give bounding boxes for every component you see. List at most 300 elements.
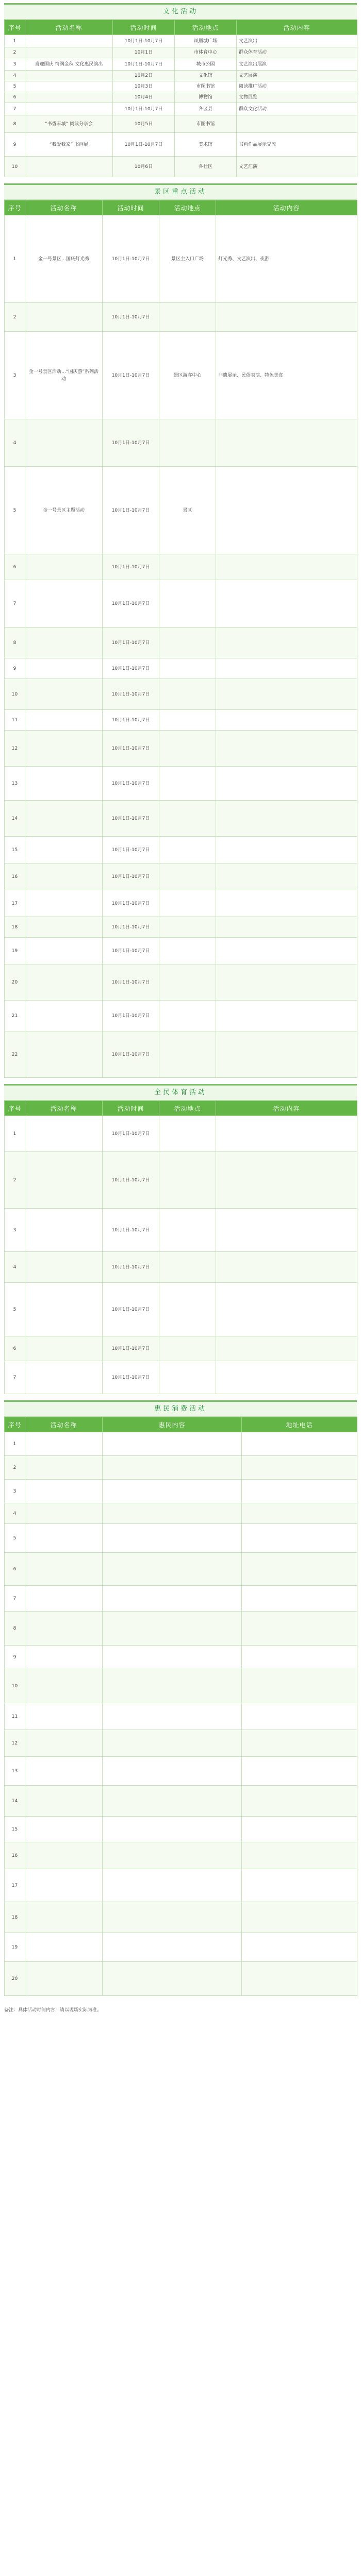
table-row [5, 157, 357, 177]
table-row [5, 1933, 357, 1962]
table-cell [159, 628, 216, 658]
table-cell [159, 1361, 216, 1394]
table-cell [242, 1456, 357, 1480]
table-cell [242, 1869, 357, 1902]
table-cell: 8 [5, 1612, 25, 1646]
table-cell [103, 1869, 242, 1902]
table-cell: 2 [5, 1152, 25, 1209]
table-cell: 10月1日-10月7日 [103, 1209, 159, 1252]
table-cell: 16 [5, 1842, 25, 1869]
table-cell: 8 [5, 115, 25, 133]
table-cell [216, 419, 357, 467]
table-cell [103, 1933, 242, 1962]
table-cell [103, 1480, 242, 1503]
table-row [5, 1842, 357, 1869]
table-cell [216, 679, 357, 710]
table-cell [242, 1432, 357, 1456]
table-cell [216, 1152, 357, 1209]
table-cell: 金一号景区活动…“国庆游”系列活动 [25, 332, 103, 419]
table-cell [159, 890, 216, 917]
table-cell [25, 863, 103, 890]
table-cell [25, 628, 103, 658]
table-cell: 文物展览 [237, 92, 357, 103]
table-row [5, 1209, 357, 1252]
table-row [5, 1869, 357, 1902]
table-cell [25, 1669, 103, 1703]
table-cell: “书香丰城” 阅读分享会 [25, 115, 113, 133]
table-row [5, 1962, 357, 1996]
table-row [5, 1553, 357, 1586]
table-cell: 10月1日-10月7日 [103, 1361, 159, 1394]
table-row [5, 554, 357, 580]
table-cell: 21 [5, 1001, 25, 1031]
table-cell [242, 1553, 357, 1586]
table-row [5, 837, 357, 863]
table-cell [216, 837, 357, 863]
table-cell: 金一号景区主题活动 [25, 467, 103, 554]
table-row [5, 35, 357, 47]
table-row [5, 467, 357, 554]
column-header: 活动时间 [103, 200, 159, 215]
table-cell: 各社区 [175, 157, 237, 177]
table-cell [25, 35, 113, 47]
table-cell [25, 71, 113, 81]
table-cell [242, 1524, 357, 1553]
table-cell [25, 1586, 103, 1612]
table-row [5, 658, 357, 679]
table-cell: 10月1日-10月7日 [103, 801, 159, 837]
table-cell [25, 1361, 103, 1394]
table-header-row [5, 200, 357, 215]
table-cell [159, 964, 216, 1001]
table-row [5, 1503, 357, 1524]
table-cell [159, 419, 216, 467]
table-cell: 10 [5, 157, 25, 177]
table-row [5, 1646, 357, 1669]
table-row [5, 81, 357, 92]
table-cell [216, 467, 357, 554]
table-cell [216, 628, 357, 658]
table-row [5, 71, 357, 81]
table-row [5, 1116, 357, 1152]
table-cell [242, 1933, 357, 1962]
column-header: 活动名称 [25, 1417, 103, 1432]
table-cell [25, 964, 103, 1001]
table-cell [25, 917, 103, 938]
table-row [5, 133, 357, 157]
table-row [5, 1730, 357, 1757]
table-cell [25, 303, 103, 332]
table-cell: 2 [5, 303, 25, 332]
table-row [5, 580, 357, 628]
table-cell: 19 [5, 938, 25, 964]
table-cell [25, 1456, 103, 1480]
table-cell: 14 [5, 1786, 25, 1817]
table-cell [25, 1524, 103, 1553]
table-cell: 7 [5, 580, 25, 628]
table-cell [25, 1646, 103, 1669]
table-cell: 10月1日-10月7日 [113, 35, 175, 47]
table-cell [216, 801, 357, 837]
column-header: 序号 [5, 20, 25, 35]
table-cell: 10月1日-10月7日 [103, 679, 159, 710]
table-cell: 7 [5, 1586, 25, 1612]
table-cell: 10月1日-10月7日 [103, 731, 159, 767]
table-cell: 群众体育活动 [237, 47, 357, 58]
table-cell: 10月1日-10月7日 [103, 467, 159, 554]
table-row [5, 1669, 357, 1703]
table-cell: 20 [5, 964, 25, 1001]
table-cell [159, 863, 216, 890]
table-cell: 10月1日-10月7日 [103, 938, 159, 964]
table-cell: 15 [5, 837, 25, 863]
table-row [5, 115, 357, 133]
table-cell [216, 1361, 357, 1394]
table-cell [159, 554, 216, 580]
table-cell: 10月3日 [113, 81, 175, 92]
table-row [5, 332, 357, 419]
table-cell: 景区 [159, 467, 216, 554]
table-cell [25, 1336, 103, 1361]
table-cell: 5 [5, 467, 25, 554]
table-cell: 文艺展演 [237, 71, 357, 81]
table-cell: 非遗展示、民俗表演、特色美食 [216, 332, 357, 419]
table-cell [25, 1252, 103, 1283]
table-cell: 书画作品展示交流 [237, 133, 357, 157]
table-cell: 11 [5, 710, 25, 731]
table-cell: 10月1日 [113, 47, 175, 58]
table-cell [103, 1902, 242, 1933]
column-header: 活动名称 [25, 1101, 103, 1116]
table-cell [25, 1757, 103, 1786]
table-cell [25, 1703, 103, 1730]
table-cell [25, 710, 103, 731]
table-cell [103, 1432, 242, 1456]
table-row [5, 103, 357, 115]
table-cell [216, 1031, 357, 1078]
table-cell: 灯光秀、文艺演出、夜游 [216, 215, 357, 303]
table-cell [242, 1962, 357, 1996]
table-row [5, 890, 357, 917]
table-cell: 10月1日-10月7日 [103, 1336, 159, 1361]
table-row [5, 1786, 357, 1817]
table-cell [103, 1646, 242, 1669]
table-cell [216, 1283, 357, 1336]
table-cell: 10月1日-10月7日 [103, 863, 159, 890]
table-cell: 7 [5, 1361, 25, 1394]
table-cell: 10月1日-10月7日 [103, 1031, 159, 1078]
table-row [5, 215, 357, 303]
activity-table [4, 200, 357, 1078]
table-cell: 市图书馆 [175, 81, 237, 92]
table-cell: 4 [5, 1503, 25, 1524]
table-cell: 10月1日-10月7日 [113, 103, 175, 115]
table-cell [25, 81, 113, 92]
table-row [5, 938, 357, 964]
table-cell: 6 [5, 1336, 25, 1361]
column-header: 活动时间 [103, 1101, 159, 1116]
table-cell [216, 938, 357, 964]
table-cell: 10月1日-10月7日 [103, 1252, 159, 1283]
table-cell: 2 [5, 1456, 25, 1480]
table-cell [216, 710, 357, 731]
table-cell: 14 [5, 801, 25, 837]
table-cell: 10月1日-10月7日 [103, 303, 159, 332]
table-cell [103, 1842, 242, 1869]
table-cell: 6 [5, 1553, 25, 1586]
table-cell: 市体育中心 [175, 47, 237, 58]
activity-table [4, 1100, 357, 1394]
table-cell: 2 [5, 47, 25, 58]
table-cell [25, 801, 103, 837]
table-cell: 4 [5, 1252, 25, 1283]
table-cell: 19 [5, 1933, 25, 1962]
table-cell [25, 1842, 103, 1869]
table-cell: 17 [5, 890, 25, 917]
table-cell: 1 [5, 1432, 25, 1456]
table-cell [242, 1786, 357, 1817]
table-cell [242, 1842, 357, 1869]
table-cell [103, 1503, 242, 1524]
table-cell [103, 1817, 242, 1842]
table-row [5, 1612, 357, 1646]
table-cell [25, 1031, 103, 1078]
table-row [5, 628, 357, 658]
table-header-row [5, 1101, 357, 1116]
table-row [5, 1456, 357, 1480]
table-row [5, 679, 357, 710]
table-cell: 12 [5, 1730, 25, 1757]
table-cell [242, 1612, 357, 1646]
table-cell: 各区县 [175, 103, 237, 115]
table-row [5, 1001, 357, 1031]
table-cell: 10月1日-10月7日 [103, 710, 159, 731]
table-row [5, 1152, 357, 1209]
table-cell: 10月1日-10月7日 [103, 1283, 159, 1336]
table-cell [242, 1669, 357, 1703]
table-cell: 4 [5, 71, 25, 81]
column-header: 活动名称 [25, 20, 113, 35]
table-cell: 10月1日-10月7日 [103, 1001, 159, 1031]
table-cell: 6 [5, 554, 25, 580]
table-cell: 10月1日-10月7日 [103, 964, 159, 1001]
table-cell [216, 964, 357, 1001]
table-cell: 10月1日-10月7日 [103, 767, 159, 801]
table-row [5, 1757, 357, 1786]
table-cell [25, 767, 103, 801]
table-row [5, 1703, 357, 1730]
table-cell [159, 1116, 216, 1152]
table-row [5, 863, 357, 890]
table-cell [159, 1152, 216, 1209]
table-cell [216, 1209, 357, 1252]
column-header: 惠民内容 [103, 1417, 242, 1432]
column-header: 活动地点 [175, 20, 237, 35]
table-cell: 10月2日 [113, 71, 175, 81]
table-row [5, 1524, 357, 1553]
section-title: 惠民消费活动 [4, 1400, 357, 1417]
section-gap [4, 1394, 357, 1400]
table-cell [216, 863, 357, 890]
table-cell: 文化馆 [175, 71, 237, 81]
table-row [5, 1361, 357, 1394]
table-cell [25, 580, 103, 628]
table-cell: 5 [5, 1524, 25, 1553]
table-cell [103, 1962, 242, 1996]
table-cell [25, 554, 103, 580]
table-cell [25, 92, 113, 103]
table-cell: 11 [5, 1703, 25, 1730]
table-cell [25, 157, 113, 177]
table-row [5, 1817, 357, 1842]
column-header: 地址电话 [242, 1417, 357, 1432]
table-cell: 10月5日 [113, 115, 175, 133]
table-cell [216, 1116, 357, 1152]
table-cell: 文艺演出展演 [237, 58, 357, 71]
table-row [5, 1902, 357, 1933]
table-cell [103, 1730, 242, 1757]
table-cell [242, 1646, 357, 1669]
table-cell: 10月1日-10月7日 [103, 215, 159, 303]
table-row [5, 1031, 357, 1078]
table-cell: 10月1日-10月7日 [103, 837, 159, 863]
table-cell [242, 1757, 357, 1786]
table-cell [159, 580, 216, 628]
table-cell [216, 1336, 357, 1361]
table-cell [25, 1817, 103, 1842]
table-cell: 9 [5, 658, 25, 679]
table-cell [25, 1152, 103, 1209]
table-cell: 10月1日-10月7日 [103, 554, 159, 580]
table-cell [25, 1786, 103, 1817]
table-cell [25, 1869, 103, 1902]
section-1 [4, 3, 357, 183]
table-row [5, 731, 357, 767]
table-cell [242, 1730, 357, 1757]
table-cell: 9 [5, 133, 25, 157]
table-cell [159, 1209, 216, 1252]
table-cell [159, 1001, 216, 1031]
table-cell [25, 1503, 103, 1524]
table-cell [216, 1252, 357, 1283]
table-cell: 18 [5, 917, 25, 938]
column-header: 活动内容 [216, 200, 357, 215]
table-cell: 景区游客中心 [159, 332, 216, 419]
section-gap [4, 1996, 357, 2002]
table-cell: 1 [5, 1116, 25, 1152]
table-cell [25, 938, 103, 964]
table-cell: 凤凰城广场 [175, 35, 237, 47]
table-cell [25, 103, 113, 115]
table-row [5, 1432, 357, 1456]
table-cell: 10月1日-10月7日 [103, 628, 159, 658]
table-row [5, 801, 357, 837]
table-cell [159, 658, 216, 679]
section-title: 景区重点活动 [4, 183, 357, 200]
table-cell [216, 1001, 357, 1031]
section-title: 全民体育活动 [4, 1084, 357, 1100]
table-cell: 10月1日-10月7日 [103, 419, 159, 467]
table-cell: 文艺演出 [237, 35, 357, 47]
column-header: 序号 [5, 200, 25, 215]
sections-container [4, 3, 357, 2002]
table-cell [159, 767, 216, 801]
table-cell: 10月1日-10月7日 [113, 133, 175, 157]
table-cell: 17 [5, 1869, 25, 1902]
table-cell [25, 1116, 103, 1152]
column-header: 活动名称 [25, 200, 103, 215]
table-cell: 7 [5, 103, 25, 115]
table-cell [159, 1031, 216, 1078]
table-cell: 3 [5, 1480, 25, 1503]
table-cell: 10月1日-10月7日 [103, 332, 159, 419]
column-header: 活动内容 [216, 1101, 357, 1116]
table-cell: 5 [5, 1283, 25, 1336]
table-cell [216, 658, 357, 679]
footnote: 备注：具体活动时间内容，请以现场实际为准。 [4, 2008, 102, 2013]
table-cell [25, 731, 103, 767]
table-row [5, 917, 357, 938]
table-cell [237, 115, 357, 133]
table-cell: 10月1日-10月7日 [103, 917, 159, 938]
table-cell [25, 1480, 103, 1503]
table-cell: 10月1日-10月7日 [103, 890, 159, 917]
table-cell: 5 [5, 81, 25, 92]
table-cell: 阅读推广活动 [237, 81, 357, 92]
table-cell: 10月1日-10月7日 [103, 1152, 159, 1209]
table-row [5, 1336, 357, 1361]
section-3 [4, 1084, 357, 1400]
table-cell [25, 890, 103, 917]
table-cell: 10月1日-10月7日 [103, 658, 159, 679]
table-cell [25, 1730, 103, 1757]
table-cell [242, 1902, 357, 1933]
table-cell [25, 679, 103, 710]
table-cell [159, 1283, 216, 1336]
table-cell: 13 [5, 1757, 25, 1786]
table-row [5, 1283, 357, 1336]
table-row [5, 303, 357, 332]
column-header: 活动内容 [237, 20, 357, 35]
table-cell [103, 1553, 242, 1586]
table-cell [216, 767, 357, 801]
table-cell: 18 [5, 1902, 25, 1933]
table-row [5, 58, 357, 71]
table-cell: 10月1日-10月7日 [103, 580, 159, 628]
table-cell: 1 [5, 35, 25, 47]
table-cell: 20 [5, 1962, 25, 1996]
table-row [5, 92, 357, 103]
table-cell [242, 1480, 357, 1503]
section-4 [4, 1400, 357, 2002]
column-header: 序号 [5, 1101, 25, 1116]
table-cell: 22 [5, 1031, 25, 1078]
table-cell: 喜迎国庆 情满金秋 文化惠民演出 [25, 58, 113, 71]
table-cell [159, 679, 216, 710]
table-cell: 金一号景区…国庆灯光秀 [25, 215, 103, 303]
section-2 [4, 183, 357, 1084]
table-cell [159, 837, 216, 863]
table-cell [25, 1902, 103, 1933]
table-cell [103, 1612, 242, 1646]
table-cell: 4 [5, 419, 25, 467]
table-cell [242, 1586, 357, 1612]
table-cell: 10 [5, 1669, 25, 1703]
table-row [5, 710, 357, 731]
column-header: 活动地点 [159, 200, 216, 215]
column-header: 活动地点 [159, 1101, 216, 1116]
table-cell: 美术馆 [175, 133, 237, 157]
